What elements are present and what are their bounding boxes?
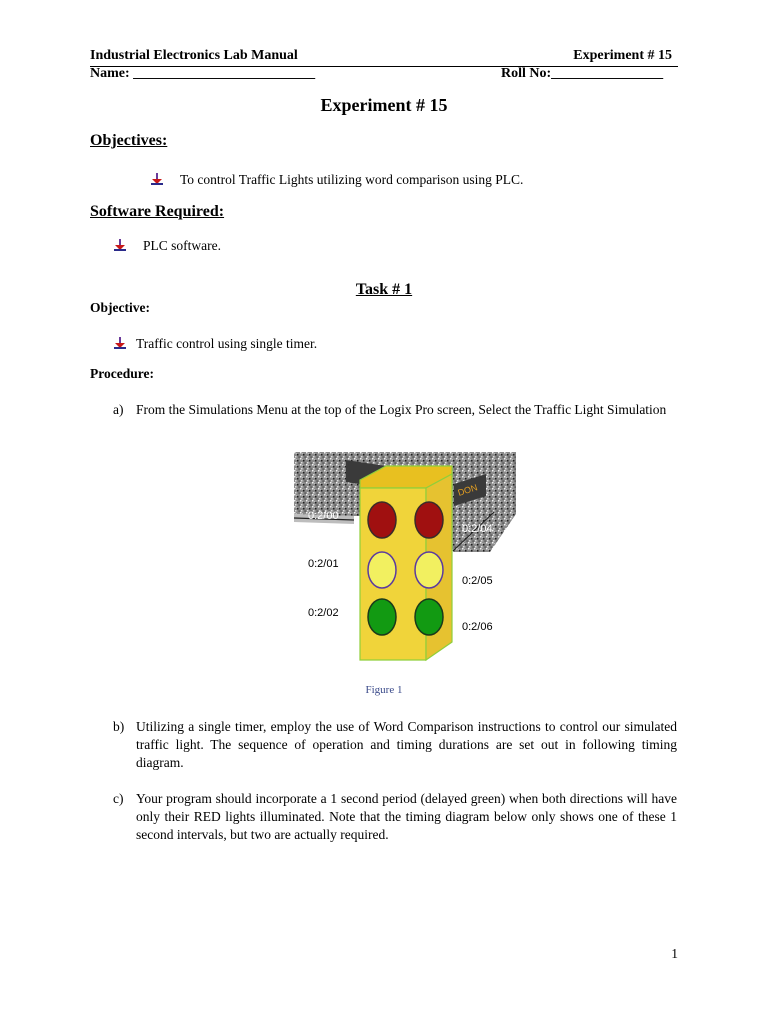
step-text: Utilizing a single timer, employ the use of Word Comparison instructions to control our simulated traffic light. The sequence of operation and timing durations are set out in following timing diagram.	[136, 719, 677, 770]
step-text: From the Simulations Menu at the top of the Logix Pro screen, Select the Traffic Light Simulation	[136, 402, 667, 417]
task-heading: Task # 1	[355, 281, 413, 298]
label-output-00: 0:2/00	[308, 510, 339, 522]
red-lamp-left	[368, 502, 396, 538]
name-line: __________________________	[133, 66, 316, 81]
objective-item: To control Traffic Lights utilizing word comparison using PLC.	[180, 172, 524, 187]
red-lamp-right	[415, 502, 443, 538]
procedure-label: Procedure:	[90, 366, 154, 381]
bullet-arrow-icon	[114, 337, 126, 349]
step-marker: b)	[113, 719, 125, 734]
step-text: Your program should incorporate a 1 second period (delayed green) when both directions will have only their RED lights illuminated. Note that the timing diagram below only shows one of these 1 second intervals, but two are actually required.	[136, 791, 677, 842]
name-label: Name:	[90, 66, 130, 81]
task-objective-item: Traffic control using single timer.	[136, 336, 318, 351]
page-number: 1	[671, 946, 678, 961]
label-output-04: 0:2/04	[462, 523, 493, 535]
step-marker: c)	[113, 791, 124, 806]
header-left: Industrial Electronics Lab Manual	[90, 48, 298, 63]
label-output-02: 0:2/02	[308, 607, 339, 619]
label-output-05: 0:2/05	[462, 575, 493, 587]
header-right: Experiment # 15	[573, 48, 672, 63]
yellow-lamp-right	[415, 552, 443, 588]
label-output-06: 0:2/06	[462, 621, 493, 633]
page-title: Experiment # 15	[320, 95, 448, 115]
green-lamp-right	[415, 599, 443, 635]
traffic-light-figure	[294, 452, 516, 662]
roll-label: Roll No:	[501, 66, 552, 81]
label-output-01: 0:2/01	[308, 558, 339, 570]
bullet-arrow-icon	[151, 173, 163, 185]
step-marker: a)	[113, 402, 124, 417]
green-lamp-left	[368, 599, 396, 635]
yellow-lamp-left	[368, 552, 396, 588]
objectives-heading: Objectives:	[90, 132, 168, 149]
name-field	[90, 66, 315, 82]
figure-caption: Figure 1	[365, 684, 403, 696]
task-objective-label: Objective:	[90, 300, 150, 315]
roll-field	[501, 66, 663, 82]
software-item: PLC software.	[143, 238, 221, 253]
bullet-arrow-icon	[114, 239, 126, 251]
software-heading: Software Required:	[90, 203, 225, 220]
roll-line: ________________	[551, 66, 664, 81]
sign-text: DON	[456, 482, 479, 498]
